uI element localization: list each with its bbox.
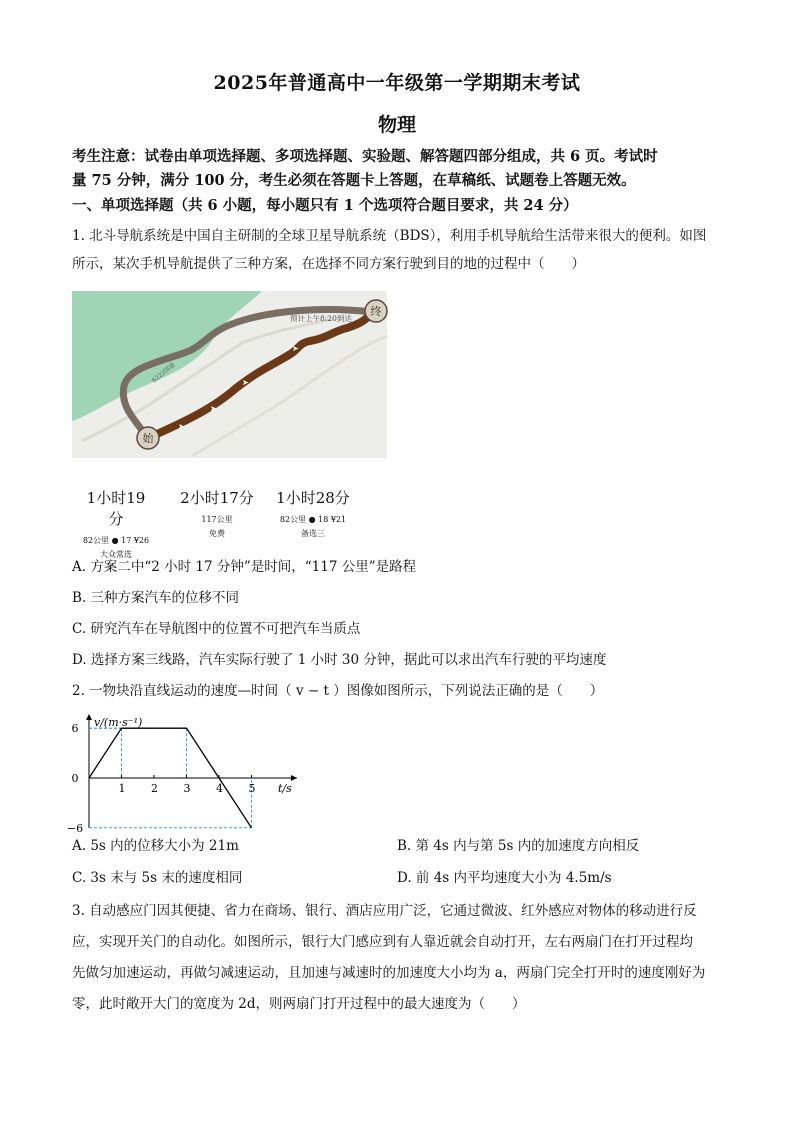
- y-tick-label: −6: [66, 821, 84, 835]
- x-tick-label: 1: [118, 782, 126, 795]
- notice-line-2: 量 75 分钟，满分 100 分，考生必须在答题卡上答题，在草稿纸、试题卷上答题无效。: [72, 172, 636, 189]
- y-tick-label: 6: [71, 722, 79, 736]
- x-axis-label: t/s: [278, 782, 292, 795]
- q2-option-a: A. 5s 内的位移大小为 21m: [72, 838, 239, 854]
- q2-option-b: B. 第 4s 内与第 5s 内的加速度方向相反: [397, 838, 640, 854]
- road-label: S222国道: [150, 361, 177, 385]
- map-illustration: [72, 291, 387, 458]
- route-arrow: ➤: [292, 344, 299, 353]
- route-meta: 117公里: [201, 515, 233, 524]
- q2-option-d: D. 前 4s 内平均速度大小为 4.5m/s: [397, 870, 612, 886]
- y-tick-label: 0: [71, 772, 79, 785]
- route-name: 免费: [209, 529, 225, 538]
- route-meta: 82公里 ● 18 ¥21: [279, 515, 347, 524]
- route-name: 大众常选: [100, 550, 132, 559]
- y-axis-label: v/(m·s⁻¹): [94, 716, 143, 729]
- q3-stem-line-4: 零，此时敞开大门的宽度为 2d，则两扇门打开过程中的最大速度为（ ）: [72, 996, 526, 1012]
- q1-stem-line-1: 1. 北斗导航系统是中国自主研制的全球卫星导航系统（BDS），利用手机导航给生活带来很大的便利。如图: [72, 228, 707, 244]
- route-time: 1小时19分: [86, 489, 146, 528]
- y-axis-arrow: [86, 714, 92, 720]
- route-option-1: [80, 487, 152, 560]
- end-marker-label: 终: [370, 305, 382, 318]
- velocity-time-chart: [66, 710, 302, 835]
- route-arrow: ➤: [242, 378, 249, 387]
- route-option-3: [273, 487, 353, 539]
- x-tick-label: 2: [151, 782, 158, 795]
- q2-stem: 2. 一物块沿直线运动的速度—时间（ v − t ）图像如图所示，下列说法正确的是（ ）: [72, 683, 604, 699]
- x-tick-label: 5: [248, 782, 256, 795]
- route-arrow: ➤: [178, 422, 185, 431]
- q3-stem-line-1: 3. 自动感应门因其便捷、省力在商场、银行、酒店应用广泛，它通过微波、红外感应对物体的移动进行反: [72, 903, 697, 919]
- section-heading: 一、单项选择题（共 6 小题，每小题只有 1 个选项符合题目要求，共 24 分）: [72, 197, 578, 214]
- q3-stem-line-2: 应，实现开关门的自动化。如图所示，银行大门感应到有人靠近就会自动打开，左右两扇门在打开过程均: [72, 934, 693, 950]
- route-time: 2小时17分: [180, 489, 254, 507]
- q2-option-c: C. 3s 末与 5s 末的速度相同: [72, 870, 243, 886]
- route-options: [80, 487, 380, 559]
- route-option-2: [177, 487, 257, 539]
- notice-line-1: 考生注意：试卷由单项选择题、多项选择题、实验题、解答题四部分组成，共 6 页。考试时: [72, 148, 658, 165]
- eta-label: 预计上午8:20到达: [290, 314, 352, 323]
- route-arrow: ➤: [210, 404, 217, 413]
- x-tick-label: 3: [183, 782, 191, 795]
- q1-stem-line-2: 所示，某次手机导航提供了三种方案，在选择不同方案行驶到目的地的过程中（ ）: [72, 256, 585, 272]
- route-meta: 82公里 ● 17 ¥26: [82, 536, 150, 545]
- route-name: 备选三: [301, 529, 325, 538]
- start-marker-label: 始: [142, 432, 154, 445]
- exam-title: 2025年普通高中一年级第一学期期末考试: [213, 72, 581, 94]
- q1-option-d: D. 选择方案三线路，汽车实际行驶了 1 小时 30 分钟，据此可以求出汽车行驶的平均速度: [72, 652, 607, 668]
- x-tick-label: 4: [216, 782, 223, 795]
- q1-option-a: A. 方案二中“2 小时 17 分钟”是时间，“117 公里”是路程: [72, 559, 417, 575]
- x-axis-arrow: [291, 775, 297, 781]
- subject-title: 物理: [377, 114, 416, 136]
- q1-option-b: B. 三种方案汽车的位移不同: [72, 590, 240, 606]
- navigation-map: [72, 291, 387, 458]
- q3-stem-line-3: 先做匀加速运动，再做匀减速运动，且加速与减速时的加速度大小均为 a，两扇门完全打开时的速度刚好为: [72, 965, 706, 981]
- route-time: 1小时28分: [276, 489, 350, 507]
- q1-option-c: C. 研究汽车在导航图中的位置不可把汽车当质点: [72, 621, 361, 637]
